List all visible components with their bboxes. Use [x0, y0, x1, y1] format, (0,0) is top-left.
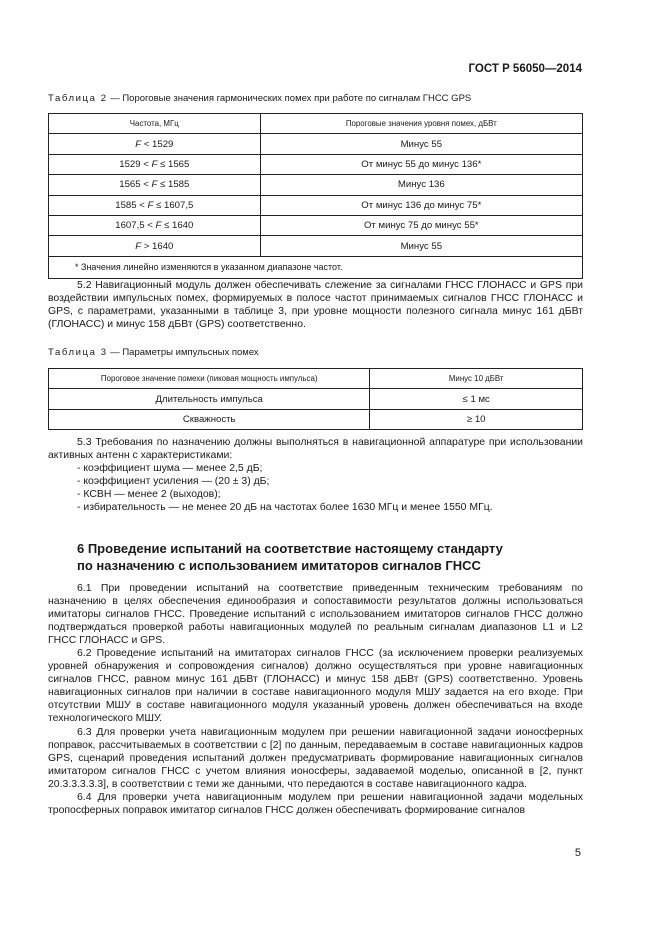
value-cell: Минус 10 дБВт: [370, 369, 583, 389]
value-cell: ≥ 10: [370, 409, 583, 429]
table-row: [49, 409, 583, 429]
paragraph-6-1: 6.1 При проведении испытаний на соответствие приведенным техническим требованиям по назначению в целях обеспечения единообразия и сопоставимости результатов должны использоваться имитаторы сигналов ГНСС. Проведение испытаний с использованием имитаторов сигналов ГНСС должно подтверждаться проверкой работы навигационных модулей по реальным сигналам диапазонов L1 и L2 ГНСС ГЛОНАСС и GPS.: [48, 583, 583, 647]
standard-header: ГОСТ Р 56050—2014: [468, 63, 582, 75]
table3-label: Таблица 3: [48, 347, 108, 358]
paragraph-5-3: 5.3 Требования по назначению должны выполняться в навигационной аппаратуре при использовании активных антенн с характеристиками: - коэффициент шума — менее 2,5 дБ; - коэффициент усиления — (20 ± 3) дБ; - КСВН — менее 2 (выходов); - избирательность — не менее 20 дБ на частотах более 1630 МГц и менее 1550 МГц.: [48, 437, 583, 514]
section-6-heading: 6 Проведение испытаний на соответствие настоящему стандарту по назначению с использованием имитаторов сигналов ГНСС: [77, 541, 503, 573]
table2-label: Таблица 2: [48, 93, 108, 104]
frequency-cell: 1565 < F ≤ 1585: [49, 175, 261, 195]
paragraph-6-4: 6.4 Для проверки учета навигационным модулем при решении навигационной задачи модельных тропосферных поправок имитатор сигналов ГНСС должен обеспечивать формирование сигналов: [48, 791, 583, 816]
frequency-cell: 1607,5 < F ≤ 1640: [49, 215, 261, 235]
threshold-cell: Минус 55: [260, 236, 582, 256]
table-row: [49, 134, 583, 154]
table-row: [49, 236, 583, 256]
page-number: 5: [574, 847, 581, 859]
table-row: [49, 195, 583, 215]
threshold-cell: Минус 55: [260, 134, 582, 154]
frequency-cell: F < 1529: [49, 134, 261, 154]
threshold-cell: От минус 136 до минус 75*: [260, 195, 582, 215]
list-item: - коэффициент усиления — (20 ± 3) дБ;: [77, 476, 270, 488]
frequency-cell: F > 1640: [49, 236, 261, 256]
column-header-threshold: Пороговые значения уровня помех, дБВт: [260, 114, 582, 134]
threshold-cell: Минус 136: [260, 175, 582, 195]
param-cell: Скважность: [49, 409, 370, 429]
table2-caption: [48, 93, 471, 104]
table2-note: * Значения линейно изменяются в указанном диапазоне частот.: [49, 256, 583, 278]
table2: [48, 113, 583, 279]
list-item: - коэффициент шума — менее 2,5 дБ;: [77, 463, 263, 475]
param-cell: Пороговое значение помехи (пиковая мощность импульса): [49, 369, 370, 389]
paragraph-6-2: 6.2 Проведение испытаний на имитаторах сигналов ГНСС (за исключением проверки реализуемых уровней обнаружения и сопровождения сигналов) должно осуществляться при уровне навигационных сигналов ГНСС, равном минус 161 дБВт (ГЛОНАСС) и минус 158 дБВт (GPS) соответственно. Уровень навигационных сигналов при наличии в составе навигационного модуля МШУ задается на его входе. При отсутствии МШУ в составе навигационного модуля указанный уровень должен обеспечиваться на входе технологического МШУ.: [48, 648, 583, 725]
table3-title: — Параметры импульсных помех: [107, 347, 259, 358]
paragraph-6-3: 6.3 Для проверки учета навигационным модулем при решении навигационной задачи ионосферных поправок, рассчитываемых в соответствии с [2] по данным, передаваемым в составе навигационных кадров GPS, сценарий проведения испытаний должен предусматривать формирование навигационных сигналов имитатором сигналов ГНСС с учетом влияния ионосферы, задаваемой моделью, описанной в [2, пункт 20.3.3.3.3.3], в соответствии с теми же данными, что передаются в составе навигационного кадра.: [48, 726, 583, 790]
threshold-cell: От минус 55 до минус 136*: [260, 154, 582, 174]
param-cell: Длительность импульса: [49, 389, 370, 409]
table-header-row: [49, 114, 583, 134]
table-row: [49, 215, 583, 235]
table-row: [49, 389, 583, 409]
value-cell: ≤ 1 мс: [370, 389, 583, 409]
table-row: [49, 369, 583, 389]
list-item: - избирательность — не менее 20 дБ на частотах более 1630 МГц и менее 1550 МГц.: [77, 502, 493, 514]
column-header-frequency: Частота, МГц: [49, 114, 261, 134]
table3-caption: [48, 347, 259, 358]
list-item: - КСВН — менее 2 (выходов);: [77, 489, 221, 501]
table-note-row: [49, 256, 583, 278]
paragraph-5-2: 5.2 Навигационный модуль должен обеспечивать слежение за сигналами ГНСС ГЛОНАСС и GPS при воздействии импульсных помех, формируемых в полосе частот принимаемых сигналов ГНСС ГЛОНАСС и GPS, с параметрами, указанными в таблице 3, при уровне мощности полезного сигнала минус 161 дБВт (ГЛОНАСС) и минус 158 дБВт (GPS) соответственно.: [48, 280, 583, 331]
frequency-cell: 1529 < F ≤ 1565: [49, 154, 261, 174]
table-row: [49, 175, 583, 195]
table-row: [49, 154, 583, 174]
table2-title: — Пороговые значения гармонических помех при работе по сигналам ГНСС GPS: [107, 93, 472, 104]
table3: [48, 368, 583, 430]
threshold-cell: От минус 75 до минус 55*: [260, 215, 582, 235]
section-6-body: [48, 582, 583, 817]
frequency-cell: 1585 < F ≤ 1607,5: [49, 195, 261, 215]
